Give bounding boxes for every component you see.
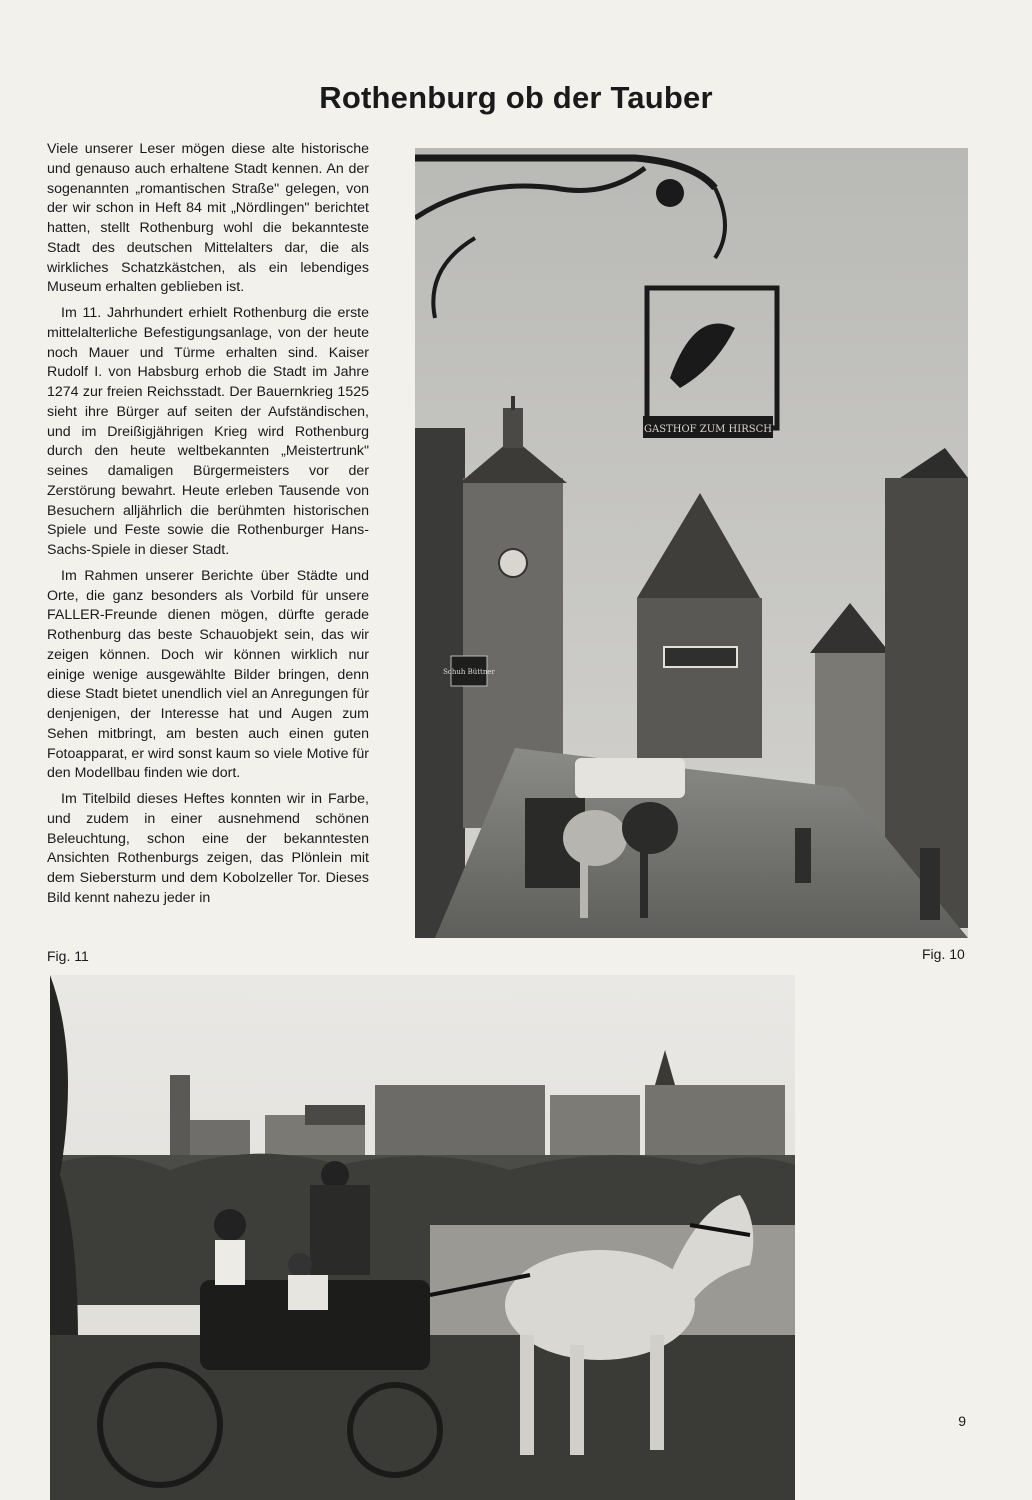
fig11-illustration	[50, 975, 795, 1500]
page-number: 9	[958, 1413, 966, 1429]
article-text	[47, 140, 369, 915]
shop-sign-text: Schuh Büttner	[443, 668, 495, 676]
page-title: Rothenburg ob der Tauber	[319, 80, 713, 115]
inn-sign-text: GASTHOF ZUM HIRSCH	[644, 424, 772, 435]
paragraph-2: Im 11. Jahrhundert erhielt Rothenburg die erste mittelalterliche Befestigungsanlage, von der heute noch Mauer und Türme erhalten sind. Kaiser Rudolf I. von Habsburg erhob die Stadt im Jahre 1274 zur freien Reichsstadt. Der Bauernkrieg 1525 sieht ihre Bürger auf seiten der Aufständischen, und im Dreißigjährigen Krieg wird Rothenburg durch den heute weltbekannten „Meistertrunk" seines damaligen Bürgermeisters vor der Zerstörung bewahrt. Heute erleben Tausende von Besuchern alljährlich die berühmten historischen Spiele und Feste sowie die Rothenburger Hans-Sachs-Spiele in dieser Stadt.	[47, 305, 369, 558]
paragraph-4: Im Titelbild dieses Heftes konnten wir in Farbe, und zudem in einer ausnehmend schönen Beleuchtung, schon eine der bekanntesten Ansichten Rothenburgs zeigen, das Plönlein mit dem Siebersturm und dem Kobolzeller Tor. Dieses Bild kennt nahezu jeder in	[47, 791, 369, 906]
fig10-caption: Fig. 10	[922, 946, 965, 962]
fig10-photo	[415, 148, 968, 938]
fig11-caption: Fig. 11	[47, 948, 89, 964]
paragraph-1: Viele unserer Leser mögen diese alte historische und genauso auch erhaltene Stadt kennen. An der sogenannten „romantischen Straße" gelegen, von der wir schon in Heft 84 mit „Nördlingen" berichtet hatten, stellt Rothenburg wohl die bekannteste Stadt des deutschen Mittelalters dar, die als wirkliches Schatzkästchen, als ein lebendiges Museum erhalten geblieben ist.	[47, 141, 369, 296]
fig11-photo	[50, 975, 795, 1500]
fig10-illustration	[415, 148, 968, 938]
paragraph-3: Im Rahmen unserer Berichte über Städte und Orte, die ganz besonders als Vorbild für unsere FALLER-Freunde dienen mögen, dürfte gerade Rothenburg das beste Schauobjekt sein, das wir zeigen können. Doch wir können wirklich nur einige wenige ausgewählte Bilder bringen, denn diese Stadt bietet unendlich viel an Anregungen für denjenigen, der Interesse hat und Augen zum Sehen mitbringt, am besten auch einen guten Fotoapparat, er wird sonst kaum so viele Motive für den Modellbau finden wie dort.	[47, 567, 369, 782]
